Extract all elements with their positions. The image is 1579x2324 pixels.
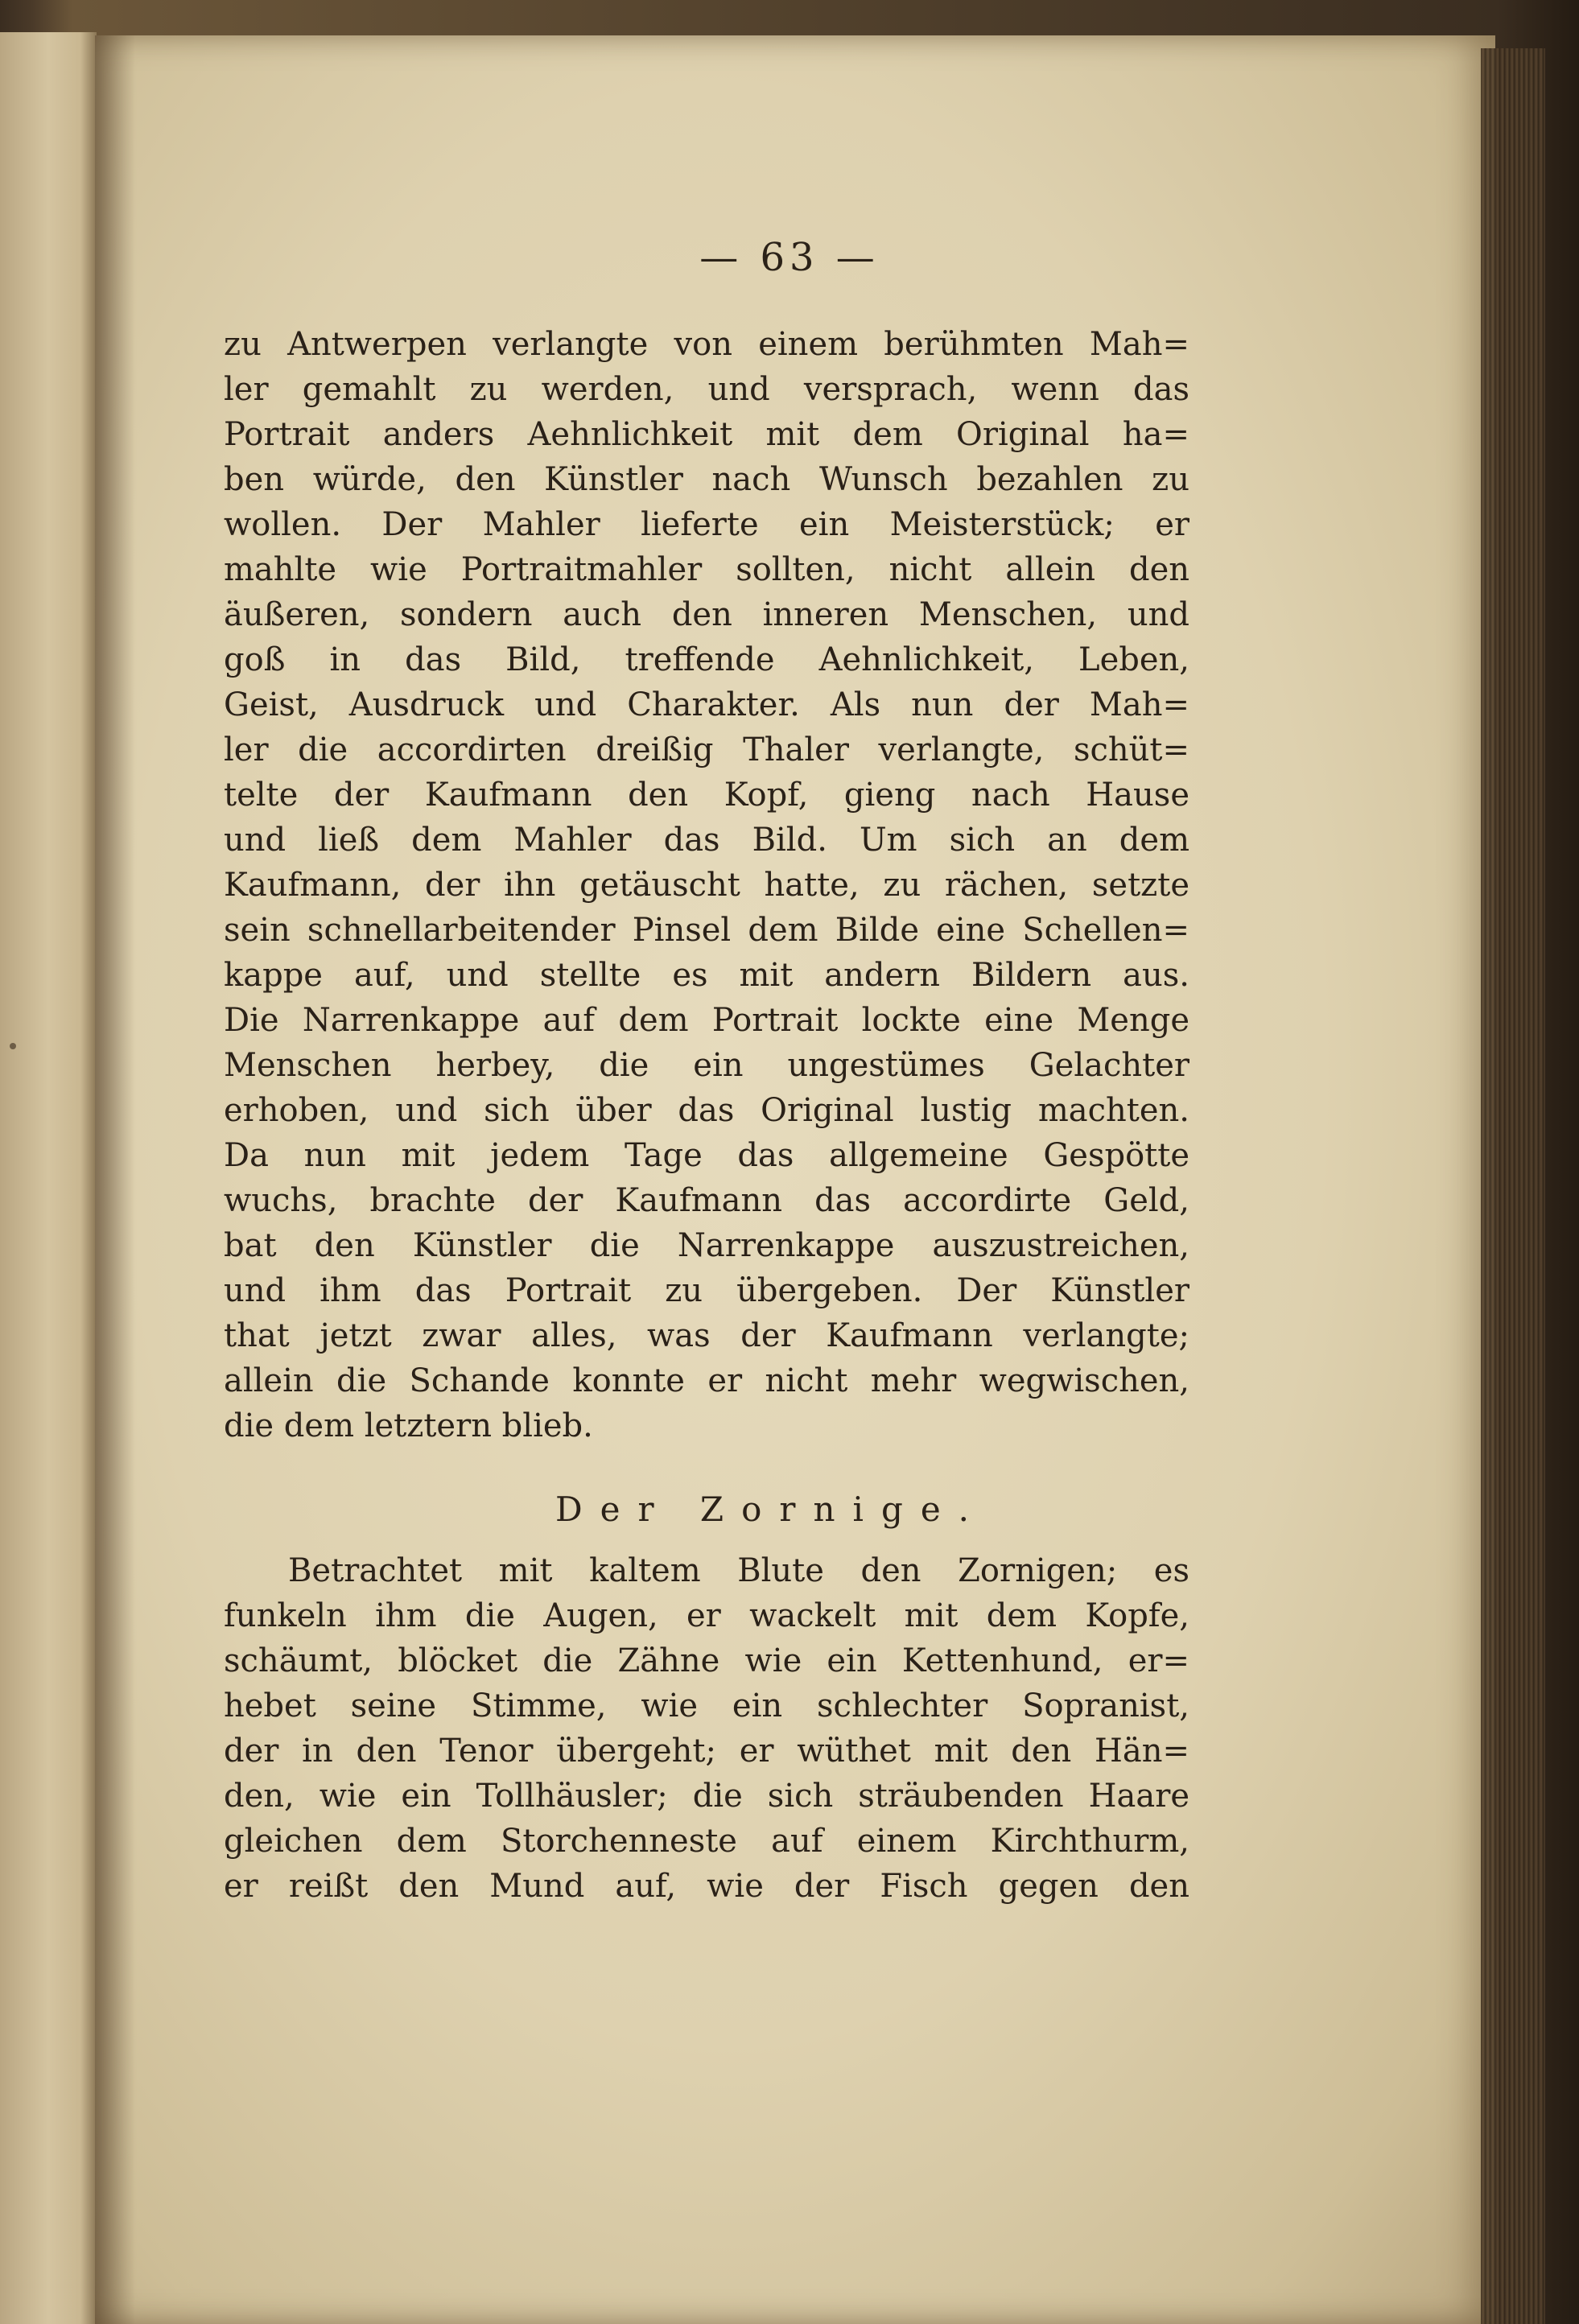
text-line: Portrait anders Aehnlichkeit mit dem Original ha= [224, 416, 1189, 453]
text-line: äußeren, sondern auch den inneren Menschen, und [224, 596, 1189, 633]
text-line: erhoben, und sich über das Original lustig machten. [224, 1092, 1189, 1129]
text-line: wollen. Der Mahler lieferte ein Meisterstück; er [224, 506, 1189, 543]
gutter-shadow [95, 35, 135, 2324]
text-line: den, wie ein Tollhäusler; die sich sträubenden Haare [224, 1778, 1189, 1815]
text-line: kappe auf, und stellte es mit andern Bildern aus. [224, 957, 1189, 994]
text-line: wuchs, brachte der Kaufmann das accordirte Geld, [224, 1182, 1189, 1219]
section-heading: Der Zornige. [555, 1490, 987, 1529]
text-line: sein schnellarbeitender Pinsel dem Bilde eine Schellen= [224, 912, 1189, 949]
text-line: goß in das Bild, treffende Aehnlichkeit, Leben, [224, 641, 1189, 678]
text-line: funkeln ihm die Augen, er wackelt mit dem Kopfe, [224, 1597, 1189, 1634]
text-line: gleichen dem Storchenneste auf einem Kirchthurm, [224, 1823, 1189, 1860]
text-line: Kaufmann, der ihn getäuscht hatte, zu rächen, setzte [224, 867, 1189, 904]
text-line: Geist, Ausdruck und Charakter. Als nun der Mah= [224, 686, 1189, 723]
text-line: schäumt, blöcket die Zähne wie ein Kettenhund, er= [224, 1642, 1189, 1679]
text-line: mahlte wie Portraitmahler sollten, nicht allein den [224, 551, 1189, 588]
text-line: Menschen herbey, die ein ungestümes Gelachter [224, 1047, 1189, 1084]
text-line: die dem letztern blieb. [224, 1407, 593, 1444]
page-number: — 63 — [699, 235, 880, 280]
text-line: bat den Künstler die Narrenkappe auszustreichen, [224, 1227, 1189, 1264]
text-line: telte der Kaufmann den Kopf, gieng nach Hause [224, 777, 1189, 814]
text-line: Da nun mit jedem Tage das allgemeine Gespötte [224, 1137, 1189, 1174]
paragraph-1 [224, 322, 1189, 1448]
text-line: Die Narrenkappe auf dem Portrait lockte eine Menge [224, 1002, 1189, 1039]
text-line: allein die Schande konnte er nicht mehr wegwischen, [224, 1362, 1189, 1399]
text-line: that jetzt zwar alles, was der Kaufmann verlangte; [224, 1317, 1189, 1354]
text-line: zu Antwerpen verlangte von einem berühmten Mah= [224, 326, 1189, 363]
fore-edge [1481, 48, 1545, 2324]
text-line: und ihm das Portrait zu übergeben. Der Künstler [224, 1272, 1189, 1309]
text-line: Betrachtet mit kaltem Blute den Zornigen; es [288, 1552, 1189, 1589]
text-line: und ließ dem Mahler das Bild. Um sich an dem [224, 822, 1189, 859]
text-line: der in den Tenor übergeht; er wüthet mit den Hän= [224, 1733, 1189, 1770]
text-line: hebet seine Stimme, wie ein schlechter Sopranist, [224, 1687, 1189, 1724]
text-line: ben würde, den Künstler nach Wunsch bezahlen zu [224, 461, 1189, 498]
page-text [224, 322, 1189, 1909]
paragraph-2 [224, 1548, 1189, 1909]
text-line: ler die accordirten dreißig Thaler verlangte, schüt= [224, 731, 1189, 768]
speck [10, 1043, 16, 1049]
left-page-edge [0, 32, 97, 2324]
text-line: er reißt den Mund auf, wie der Fisch gegen den [224, 1868, 1189, 1905]
text-line: ler gemahlt zu werden, und versprach, wenn das [224, 371, 1189, 408]
